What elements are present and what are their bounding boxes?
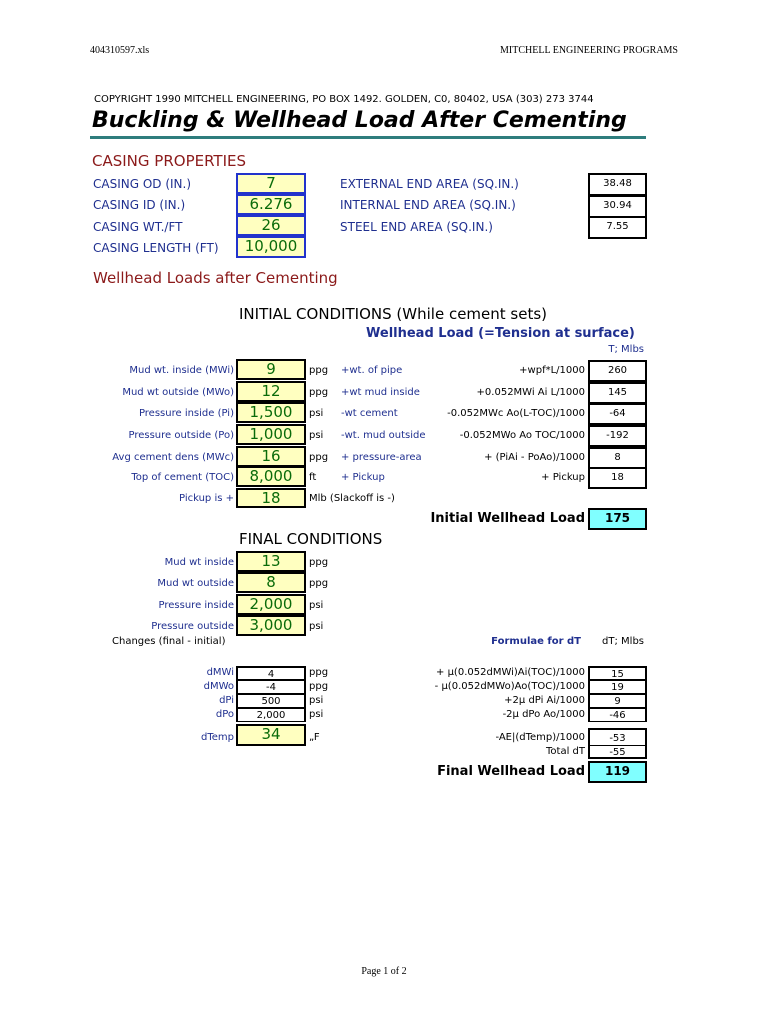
dt-result: 19	[588, 680, 647, 694]
final-input[interactable]: 8	[236, 572, 306, 593]
change-value: 4	[236, 666, 306, 680]
initial-unit: ft	[309, 472, 317, 483]
load-component-label: -wt. mud outside	[341, 430, 426, 441]
load-result: 18	[588, 467, 647, 489]
load-result: 145	[588, 382, 647, 404]
dt-result: 9	[588, 694, 647, 708]
external-end-area-label: EXTERNAL END AREA (SQ.IN.)	[340, 177, 519, 191]
load-component-label: -wt cement	[341, 408, 398, 419]
initial-input-label: Avg cement dens (MWc)	[112, 452, 234, 463]
initial-input-label: Mud wt outside (MWo)	[122, 387, 234, 398]
dtemp-result: -53	[588, 728, 647, 746]
title-underline	[90, 136, 646, 139]
initial-wellhead-load-label: Initial Wellhead Load	[430, 511, 585, 526]
casing-properties-heading: CASING PROPERTIES	[92, 152, 247, 170]
final-unit: ppg	[309, 557, 329, 568]
wellhead-loads-heading: Wellhead Loads after Cementing	[93, 269, 338, 287]
page-footer: Page 1 of 2	[361, 966, 407, 977]
load-result: 260	[588, 360, 647, 382]
casing-length-input[interactable]: 10,000	[236, 236, 306, 258]
casing-length-label: CASING LENGTH (FT)	[93, 241, 219, 255]
load-formula: + (PiAi - PoAo)/1000	[484, 452, 585, 463]
load-result: 8	[588, 447, 647, 469]
dt-result: 15	[588, 666, 647, 680]
total-dt-label: Total dT	[546, 746, 585, 757]
initial-input[interactable]: 12	[236, 381, 306, 402]
change-value: 500	[236, 694, 306, 708]
change-label: dMWi	[206, 667, 234, 678]
dtemp-unit: „F	[309, 732, 320, 743]
initial-input-label: Pressure outside (Po)	[128, 430, 234, 441]
load-formula: +wpf*L/1000	[519, 365, 585, 376]
pickup-unit: Mlb (Slackoff is -)	[309, 493, 395, 504]
change-value: -4	[236, 680, 306, 694]
load-formula: +0.052MWi Ai L/1000	[476, 387, 585, 398]
initial-input[interactable]: 8,000	[236, 466, 306, 487]
initial-input[interactable]: 16	[236, 446, 306, 467]
initial-input[interactable]: 9	[236, 359, 306, 380]
internal-end-area-label: INTERNAL END AREA (SQ.IN.)	[340, 198, 516, 212]
initial-input[interactable]: 1,000	[236, 424, 306, 445]
load-formula: -0.052MWc Ao(L-TOC)/1000	[447, 408, 585, 419]
change-unit: psi	[309, 709, 324, 720]
internal-end-area-value: 30.94	[588, 195, 647, 218]
change-unit: ppg	[309, 667, 329, 678]
dt-result: -46	[588, 708, 647, 722]
casing-id-label: CASING ID (IN.)	[93, 198, 186, 212]
initial-unit: ppg	[309, 387, 329, 398]
change-label: dMWo	[203, 681, 234, 692]
initial-input-label: Top of cement (TOC)	[131, 472, 234, 483]
initial-unit: psi	[309, 430, 324, 441]
final-input-label: Mud wt outside	[157, 578, 234, 589]
final-input-label: Pressure outside	[151, 621, 234, 632]
formulae-heading: Formulae for dT	[491, 636, 581, 647]
load-result: -192	[588, 425, 647, 447]
final-conditions-heading: FINAL CONDITIONS	[239, 530, 383, 548]
load-formula: + Pickup	[541, 472, 585, 483]
initial-input[interactable]: 1,500	[236, 402, 306, 423]
dt-formula: -2μ dPo Ao/1000	[502, 709, 585, 720]
load-component-label: + Pickup	[341, 472, 385, 483]
dtemp-label: dTemp	[201, 732, 234, 743]
total-dt-value: -55	[588, 745, 647, 759]
copyright-line: COPYRIGHT 1990 MITCHELL ENGINEERING, PO BOX 1492. GOLDEN, C0, 80402, USA (303) 273 3744	[94, 94, 594, 105]
external-end-area-value: 38.48	[588, 173, 647, 196]
load-component-label: +wt. of pipe	[341, 365, 403, 376]
final-input[interactable]: 3,000	[236, 615, 306, 636]
casing-id-input[interactable]: 6.276	[236, 194, 306, 215]
casing-od-input[interactable]: 7	[236, 173, 306, 194]
steel-end-area-label: STEEL END AREA (SQ.IN.)	[340, 220, 493, 234]
final-input[interactable]: 13	[236, 551, 306, 572]
dt-formula: - μ(0.052dMWo)Ao(TOC)/1000	[434, 681, 585, 692]
initial-wellhead-load-value: 175	[588, 508, 647, 530]
casing-wt-label: CASING WT./FT	[93, 220, 183, 234]
dt-formula: +2μ dPi Ai/1000	[504, 695, 585, 706]
wellhead-load-heading: Wellhead Load (=Tension at surface)	[366, 326, 635, 341]
final-unit: psi	[309, 600, 324, 611]
change-unit: psi	[309, 695, 324, 706]
change-label: dPo	[215, 709, 234, 720]
initial-input-label: Mud wt. inside (MWi)	[129, 365, 234, 376]
changes-label: Changes (final - initial)	[112, 636, 226, 647]
final-unit: ppg	[309, 578, 329, 589]
dtemp-input[interactable]: 34	[236, 724, 306, 746]
load-component-label: + pressure-area	[341, 452, 422, 463]
initial-unit: ppg	[309, 365, 329, 376]
t-mlbs-column-head: T; Mlbs	[608, 344, 644, 355]
steel-end-area-value: 7.55	[588, 216, 647, 239]
load-result: -64	[588, 403, 647, 425]
final-unit: psi	[309, 621, 324, 632]
change-label: dPi	[219, 695, 234, 706]
initial-conditions-heading: INITIAL CONDITIONS (While cement sets)	[239, 305, 548, 323]
initial-unit: psi	[309, 408, 324, 419]
company-name: MITCHELL ENGINEERING PROGRAMS	[500, 45, 678, 56]
initial-unit: ppg	[309, 452, 329, 463]
load-formula: -0.052MWo Ao TOC/1000	[459, 430, 585, 441]
final-wellhead-load-value: 119	[588, 761, 647, 783]
final-input-label: Mud wt inside	[164, 557, 234, 568]
dtemp-formula: -AE|(dTemp)/1000	[495, 732, 585, 743]
final-input-label: Pressure inside	[158, 600, 234, 611]
pickup-label: Pickup is +	[179, 493, 234, 504]
casing-wt-input[interactable]: 26	[236, 215, 306, 236]
dt-mlbs-column-head: dT; Mlbs	[602, 636, 644, 647]
page-title: Buckling & Wellhead Load After Cementing	[92, 108, 627, 133]
final-wellhead-load-label: Final Wellhead Load	[437, 764, 585, 779]
change-value: 2,000	[236, 708, 306, 722]
dt-formula: + μ(0.052dMWi)Ai(TOC)/1000	[436, 667, 585, 678]
pickup-input[interactable]: 18	[236, 488, 306, 508]
initial-input-label: Pressure inside (Pi)	[138, 408, 234, 419]
casing-od-label: CASING OD (IN.)	[93, 177, 192, 191]
final-input[interactable]: 2,000	[236, 594, 306, 615]
load-component-label: +wt mud inside	[341, 387, 420, 398]
change-unit: ppg	[309, 681, 329, 692]
file-name: 404310597.xls	[90, 45, 150, 56]
